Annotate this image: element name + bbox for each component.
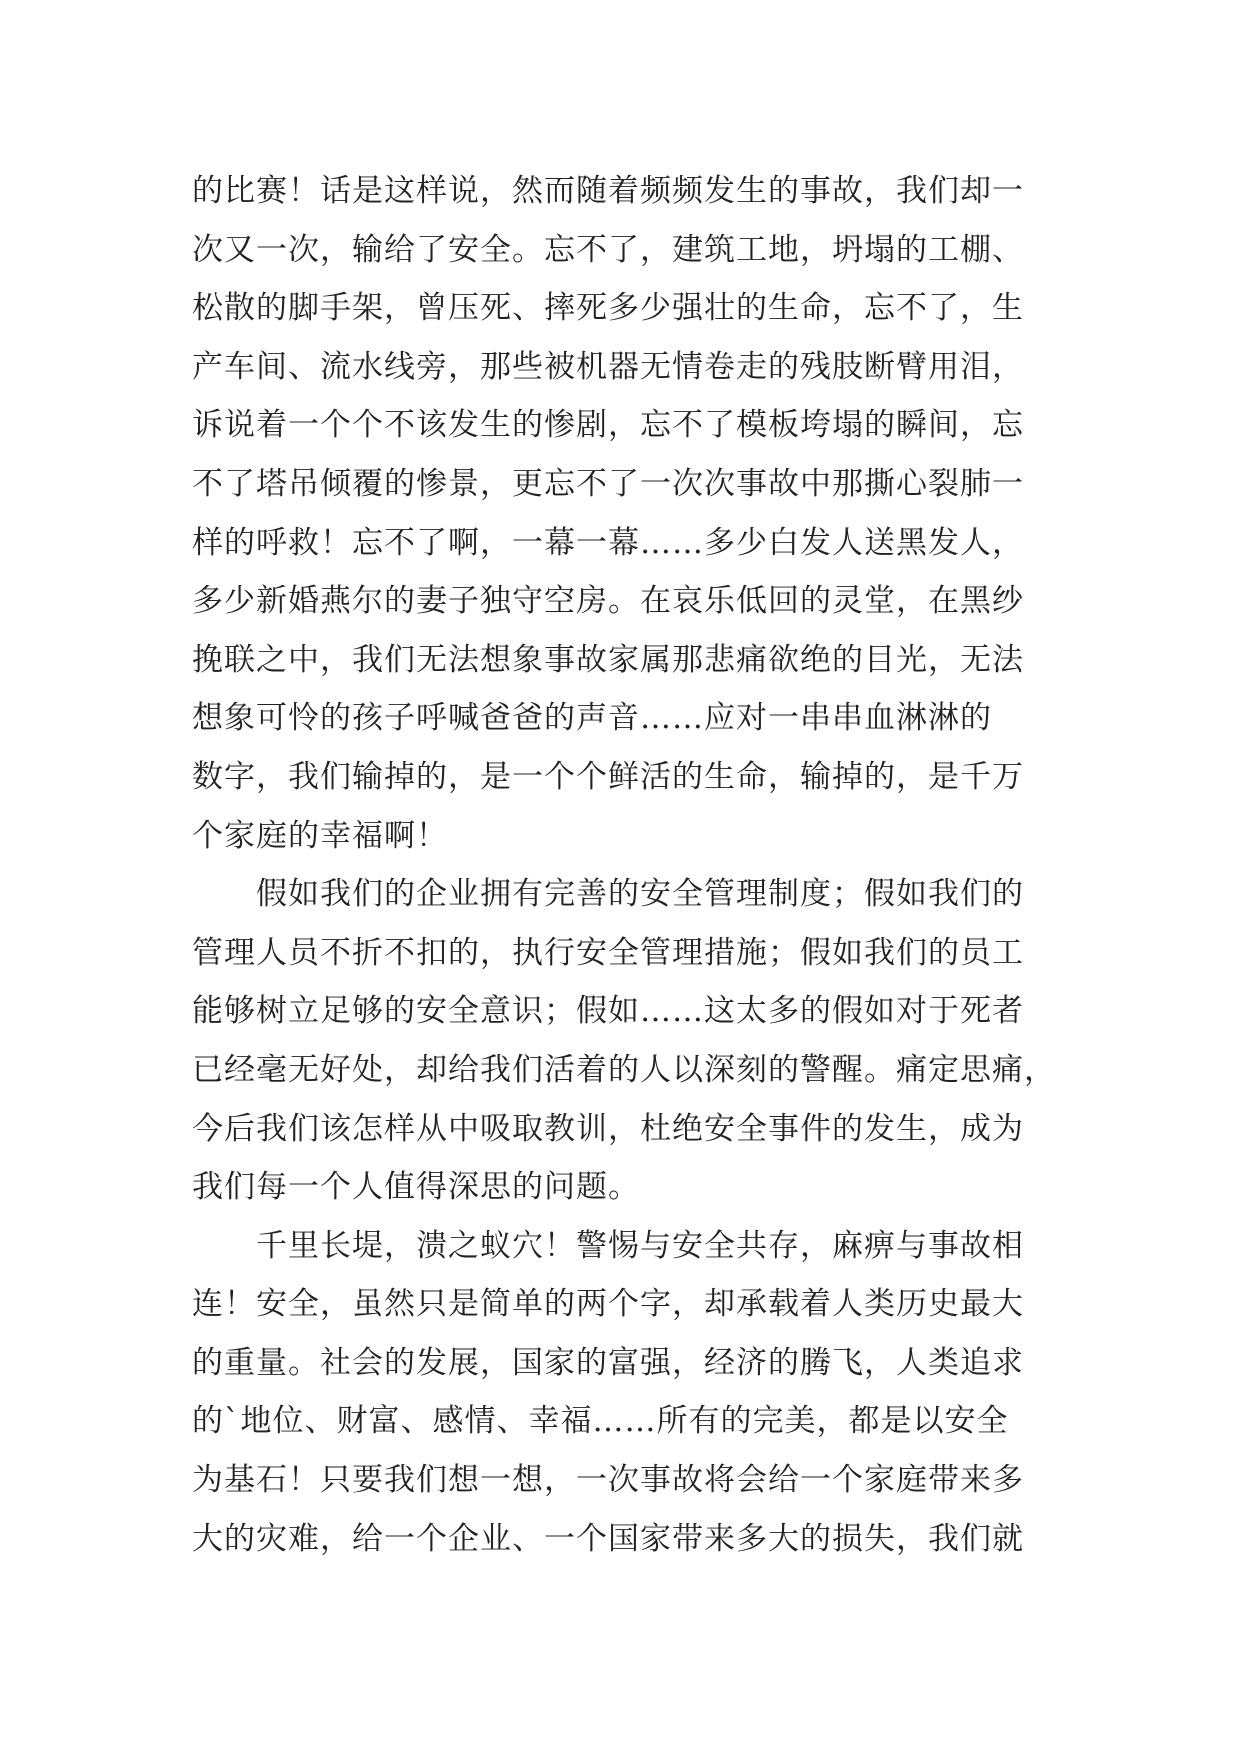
text-line: 次又一次，输给了安全。忘不了，建筑工地，坍塌的工棚、	[192, 231, 1024, 268]
text-line: 诉说着一个个不该发生的惨剧，忘不了模板垮塌的瞬间，忘	[192, 407, 1024, 444]
text-line: 想象可怜的孩子呼喊爸爸的声音……应对一串串血淋淋的	[192, 700, 992, 737]
text-line: 个家庭的幸福啊！	[192, 817, 448, 854]
text-line: 样的呼救！忘不了啊，一幕一幕……多少白发人送黑发人，	[192, 524, 1024, 561]
text-line: 多少新婚燕尔的妻子独守空房。在哀乐低回的灵堂，在黑纱	[192, 583, 1024, 620]
text-line: 管理人员不折不扣的，执行安全管理措施；假如我们的员工	[192, 934, 1024, 971]
text-line: 大的灾难，给一个企业、一个国家带来多大的损失，我们就	[192, 1520, 1024, 1557]
document-page	[192, 162, 1062, 1568]
text-line: 的比赛！话是这样说，然而随着频频发生的事故，我们却一	[192, 173, 1024, 209]
text-line: 为基石！只要我们想一想，一次事故将会给一个家庭带来多	[192, 1462, 1024, 1499]
text-line: 我们每一个人值得深思的问题。	[192, 1169, 640, 1206]
paragraph-1	[192, 162, 1062, 865]
text-line: 千里长堤，溃之蚁穴！警惕与安全共存，麻痹与事故相	[256, 1227, 1024, 1264]
text-line: 不了塔吊倾覆的惨景，更忘不了一次次事故中那撕心裂肺一	[192, 465, 1024, 502]
text-line: 挽联之中，我们无法想象事故家属那悲痛欲绝的目光，无法	[192, 641, 1024, 678]
text-line: 能够树立足够的安全意识；假如……这太多的假如对于死者	[192, 993, 1024, 1030]
text-line: 数字，我们输掉的，是一个个鲜活的生命，输掉的，是千万	[192, 758, 1024, 795]
text-line: 假如我们的企业拥有完善的安全管理制度；假如我们的	[256, 876, 1024, 913]
text-line: 的重量。社会的发展，国家的富强，经济的腾飞，人类追求	[192, 1344, 1024, 1381]
paragraph-3	[192, 1217, 1062, 1569]
text-line: 今后我们该怎样从中吸取教训，杜绝安全事件的发生，成为	[192, 1110, 1024, 1147]
text-line: 松散的脚手架，曾压死、摔死多少强壮的生命，忘不了，生	[192, 290, 1024, 327]
text-line: 的`地位、财富、感情、幸福……所有的完美，都是以安全	[192, 1403, 1009, 1440]
text-line: 产车间、流水线旁，那些被机器无情卷走的残肢断臂用泪，	[192, 348, 1024, 385]
text-line: 已经毫无好处，却给我们活着的人以深刻的警醒。痛定思痛，	[192, 1051, 1056, 1088]
paragraph-2	[192, 865, 1062, 1217]
text-line: 连！安全，虽然只是简单的两个字，却承载着人类历史最大	[192, 1286, 1024, 1323]
